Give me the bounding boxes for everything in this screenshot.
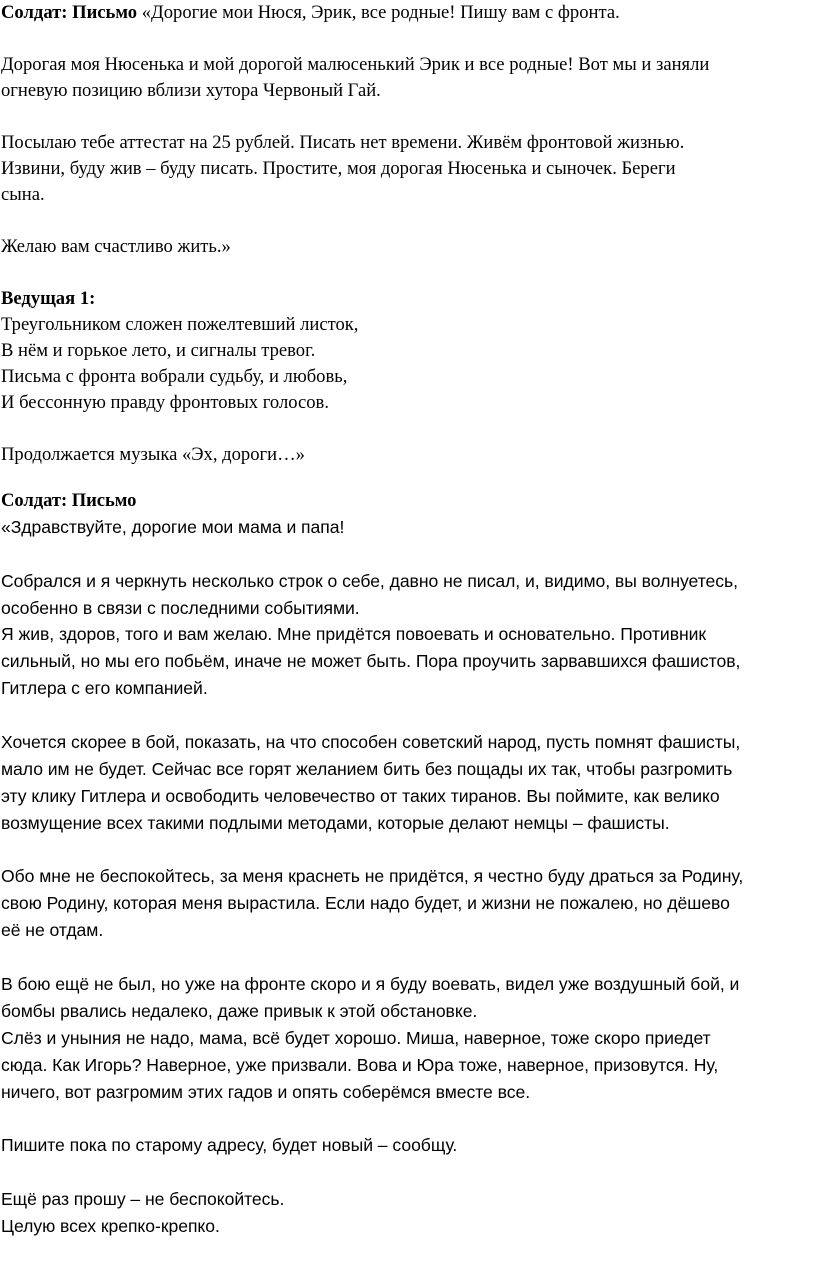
paragraph-gap xyxy=(1,541,816,568)
letter2-heading-line xyxy=(1,487,816,514)
paragraph-gap xyxy=(1,1105,816,1132)
letter1-text-line: Посылаю тебе аттестат на 25 рублей. Писать нет времени. Живём фронтовой жизнью. xyxy=(1,132,685,153)
letter2-text-line: свою Родину, которая меня вырастила. Если надо будет, и жизни не пожалею, но дёшево xyxy=(1,893,730,914)
letter2-text-line: Собрался и я черкнуть несколько строк о себе, давно не писал, и, видимо, вы волнуетесь, xyxy=(1,570,738,591)
poem-line: Письма с фронта вобрали судьбу, и любовь, xyxy=(1,366,348,387)
paragraph-gap xyxy=(1,104,816,130)
letter2-text-line: особенно в связи с последними событиями. xyxy=(1,597,360,618)
paragraph-gap xyxy=(1,702,816,729)
letter2-greeting: «Здравствуйте, дорогие мои мама и папа! xyxy=(1,516,345,537)
poem-line: И бессонную правду фронтовых голосов. xyxy=(1,392,329,413)
letter2-text-line: Я жив, здоров, того и вам желаю. Мне придётся повоевать и основательно. Противник xyxy=(1,624,707,645)
paragraph-gap xyxy=(1,26,816,52)
poem-line: В нём и горькое лето, и сигналы тревог. xyxy=(1,340,316,361)
letter2-text-line: Ещё раз прошу – не беспокойтесь. xyxy=(1,1189,285,1210)
paragraph-gap xyxy=(1,208,816,234)
letter1-text-line: Извини, буду жив – буду писать. Простите, моя дорогая Нюсенька и сыночек. Береги xyxy=(1,158,676,179)
letter2-text-line: Пишите пока по старому адресу, будет новый – сообщу. xyxy=(1,1135,458,1156)
paragraph-gap xyxy=(1,944,816,971)
letter1-text-line: огневую позицию вблизи хутора Червоный Гай. xyxy=(1,80,381,101)
paragraph-gap xyxy=(1,837,816,864)
host-speaker-label: Ведущая 1: xyxy=(1,288,96,309)
letter2-text-line: Слёз и уныния не надо, мама, всё будет хорошо. Миша, наверное, тоже скоро приедет xyxy=(1,1027,711,1048)
music-note: Продолжается музыка «Эх, дороги…» xyxy=(1,444,305,465)
letter2-text-line: В бою ещё не был, но уже на фронте скоро и я буду воевать, видел уже воздушный бой, и xyxy=(1,974,740,995)
document-section-1 xyxy=(1,0,816,468)
letter2-text-line: сильный, но мы его побьём, иначе не может быть. Пора проучить зарвавшихся фашистов, xyxy=(1,651,741,672)
letter1-opening: «Дорогие мои Нюся, Эрик, все родные! Пишу вам с фронта. xyxy=(137,2,620,23)
letter2-text-line: сюда. Как Игорь? Наверное, уже призвали. Вова и Юра тоже, наверное, призовутся. Ну, xyxy=(1,1054,719,1075)
letter2-text-line: бомбы рвались недалеко, даже привык к этой обстановке. xyxy=(1,1000,478,1021)
letter2-text-line: эту клику Гитлера и освободить человечество от таких тиранов. Вы поймите, как велико xyxy=(1,785,720,806)
letter1-text-line: Дорогая моя Нюсенька и мой дорогой малюсенький Эрик и все родные! Вот мы и заняли xyxy=(1,54,710,75)
paragraph-gap xyxy=(1,1159,816,1186)
letter2-text-line: мало им не будет. Сейчас все горят желанием бить без пощады их так, чтобы разгромить xyxy=(1,758,733,779)
letter1-text-line: сына. xyxy=(1,184,45,205)
paragraph-gap xyxy=(1,260,816,286)
letter1-heading-line xyxy=(1,0,816,26)
letter2-text-line: её не отдам. xyxy=(1,920,104,941)
letter2-closing: Целую всех крепко-крепко. xyxy=(1,1216,220,1237)
letter2-text-line: Гитлера с его компанией. xyxy=(1,678,208,699)
document-section-2 xyxy=(1,487,816,1240)
letter2-text-line: ничего, вот разгромим этих гадов и опять соберёмся вместе все. xyxy=(1,1081,531,1102)
letter2-speaker-label: Солдат: Письмо xyxy=(1,490,137,511)
letter1-speaker-label: Солдат: Письмо xyxy=(1,2,138,23)
poem-line: Треугольником сложен пожелтевший листок, xyxy=(1,314,359,335)
paragraph-gap xyxy=(1,416,816,442)
letter2-text-line: Хочется скорее в бой, показать, на что способен советский народ, пусть помнят фашисты, xyxy=(1,732,741,753)
letter1-text-line: Желаю вам счастливо жить.» xyxy=(1,236,231,257)
letter2-text-line: возмущение всех такими подлыми методами, которые делают немцы – фашисты. xyxy=(1,812,670,833)
letter2-text-line: Обо мне не беспокойтесь, за меня краснеть не придётся, я честно буду драться за Родину, xyxy=(1,866,744,887)
